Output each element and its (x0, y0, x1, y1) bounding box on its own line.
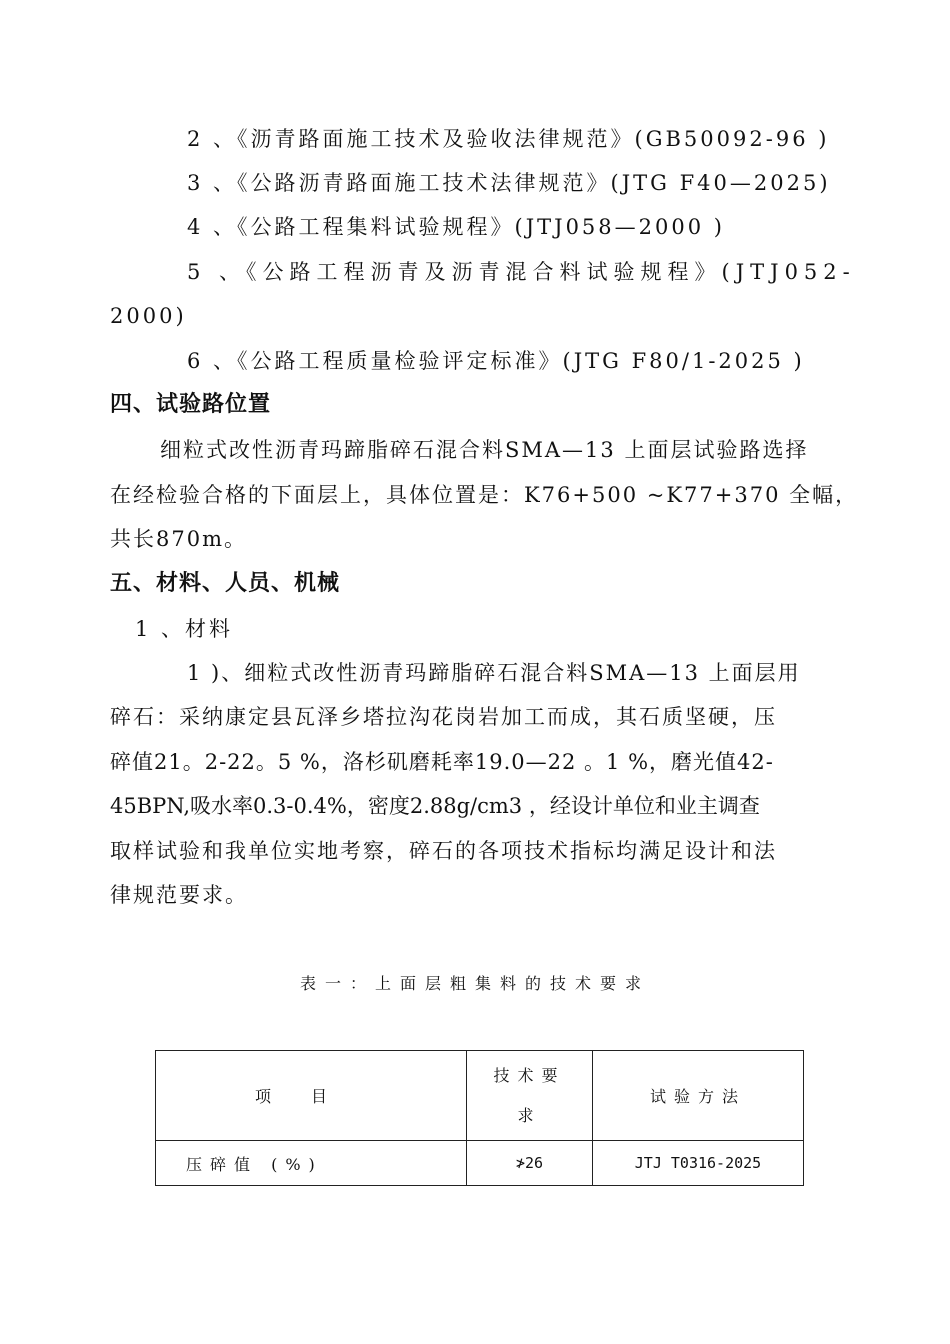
cell-item: 压碎值 (%) (156, 1141, 467, 1186)
paragraph-line: 45BPN,吸水率0.3-0.4%，密度2.88g/cm3 ，经设计单位和业主调查 (110, 794, 760, 818)
reference-item-4: 4 、《公路工程集料试验规程》(JTJ058—2000 ) (187, 215, 725, 239)
paragraph-line: 碎石：采纳康定县瓦泽乡塔拉沟花岗岩加工而成，其石质坚硬，压 (110, 705, 777, 729)
table-row (156, 1141, 804, 1186)
subsection-heading-materials: 1 、材料 (135, 617, 234, 641)
reference-item-5-continued: 2000) (110, 304, 187, 328)
reference-item-2: 2 、《沥青路面施工技术及验收法律规范》(GB50092-96 ) (187, 127, 830, 151)
header-item: 项目 (156, 1051, 467, 1141)
paragraph-line: 共长870m。 (110, 527, 247, 551)
paragraph-line: 细粒式改性沥青玛蹄脂碎石混合料SMA—13 上面层试验路选择 (160, 438, 809, 462)
reference-item-5: 5 、《公路工程沥青及沥青混合料试验规程》(JTJ052- (187, 260, 856, 284)
header-requirement (467, 1051, 593, 1141)
section-heading-materials-personnel-machinery: 五、材料、人员、机械 (110, 571, 341, 596)
cell-method: JTJ T0316-2025 (593, 1141, 804, 1186)
header-requirement-line1: 技术要 (493, 1065, 566, 1085)
paragraph-line: 碎值21。2-22。5 %，洛杉矶磨耗率19.0—22 。1 %，磨光值42- (110, 750, 774, 774)
paragraph-line: 在经检验合格的下面层上，具体位置是：K76+500 ~K77+370 全幅， (110, 483, 859, 507)
header-method: 试验方法 (593, 1051, 804, 1141)
paragraph-line: 1 )、细粒式改性沥青玛蹄脂碎石混合料SMA—13 上面层用 (187, 661, 801, 685)
paragraph-line: 取样试验和我单位实地考察，碎石的各项技术指标均满足设计和法 (110, 839, 777, 863)
paragraph-line: 律规范要求。 (110, 883, 248, 907)
table-caption: 表一：上面层粗集料的技术要求 (300, 974, 651, 993)
cell-requirement: ≯26 (467, 1141, 593, 1186)
header-requirement-line2: 求 (517, 1105, 542, 1125)
coarse-aggregate-spec-table (155, 1050, 804, 1186)
reference-item-3: 3 、《公路沥青路面施工技术法律规范》(JTG F40—2025) (187, 171, 831, 195)
table-header-row (156, 1051, 804, 1141)
reference-item-6: 6 、《公路工程质量检验评定标准》(JTG F80/1-2025 ) (187, 349, 805, 373)
section-heading-test-road-location: 四、试验路位置 (110, 392, 272, 417)
